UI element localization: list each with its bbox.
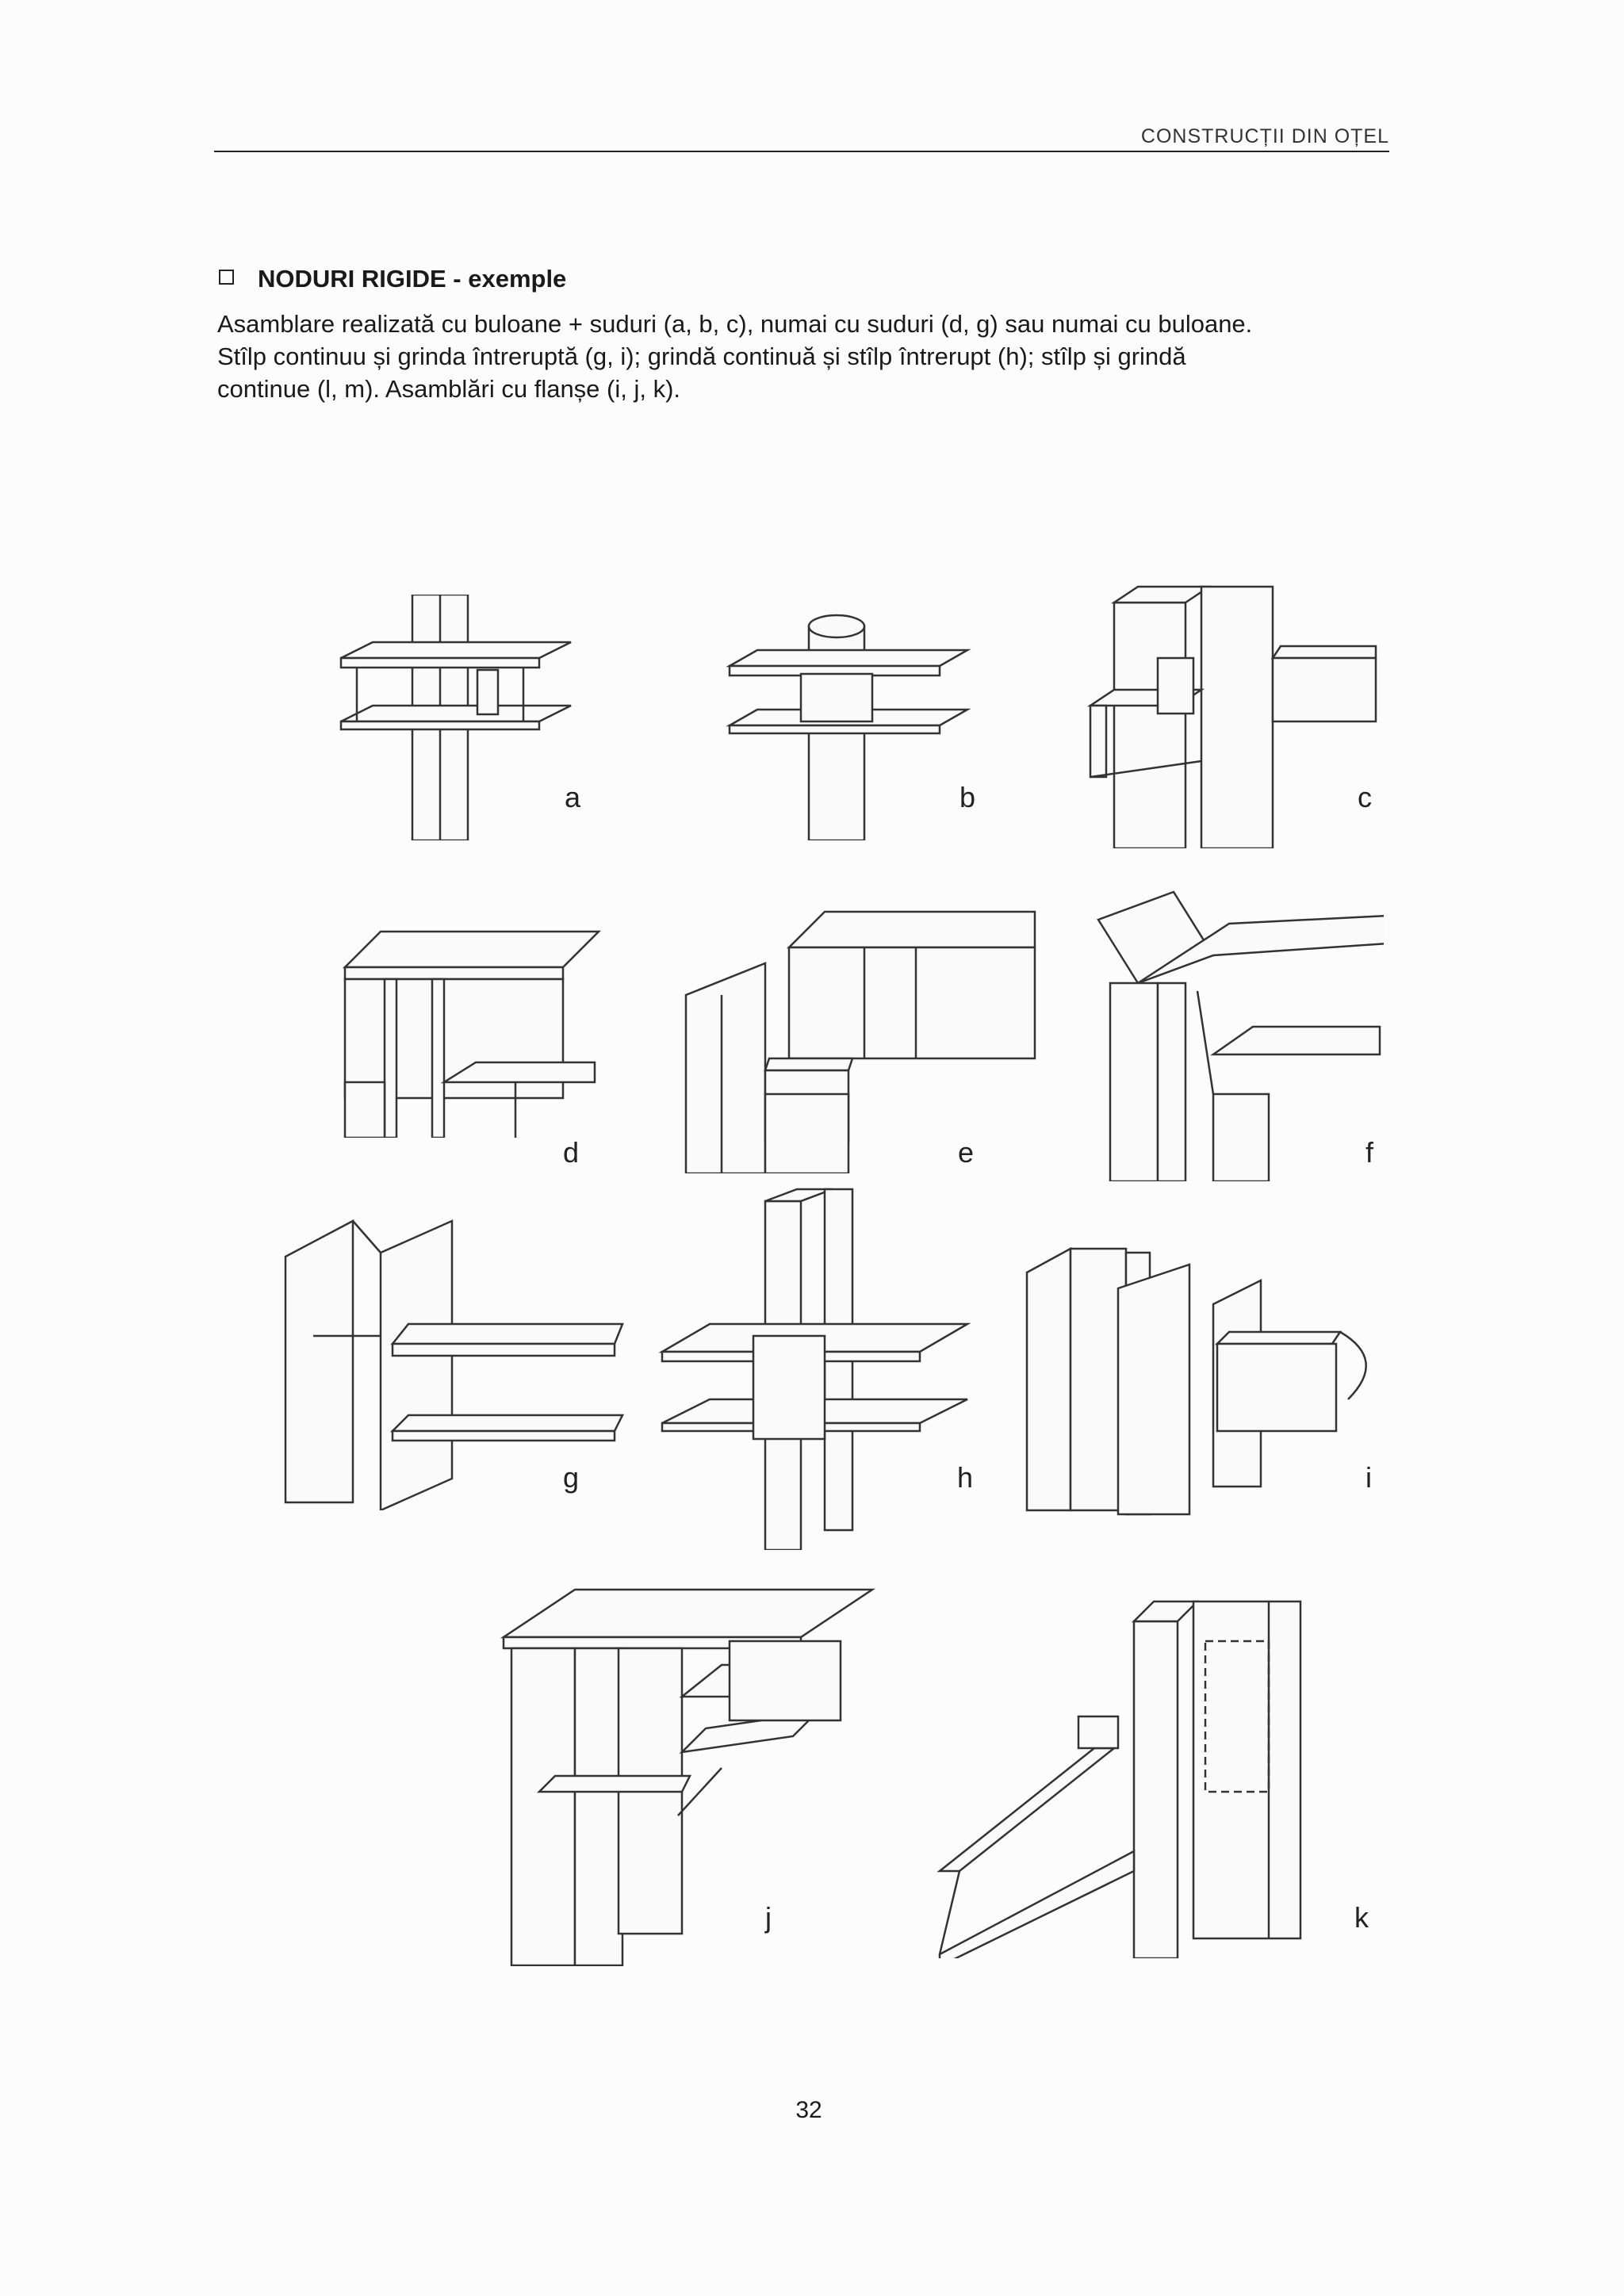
figure-c-label: c xyxy=(1358,781,1372,813)
section-heading xyxy=(219,265,566,293)
intro-line-3: continue (l, m). Asamblări cu flanșe (i, j, k). xyxy=(217,375,681,404)
figure-f-label: f xyxy=(1365,1136,1374,1169)
page-number: 32 xyxy=(795,2097,822,2123)
figure-i-label: i xyxy=(1365,1461,1372,1494)
intro-line-2: Stîlp continuu și grinda întreruptă (g, i); grindă continuă și stîlp întrerupt (h); stîlp și grindă xyxy=(217,342,1186,371)
intro-paragraph xyxy=(217,308,1391,406)
running-header xyxy=(214,127,1389,152)
figure-e-label: e xyxy=(958,1136,975,1169)
figure-a xyxy=(333,595,587,840)
figure-j-label: j xyxy=(765,1901,772,1934)
figure-k-label: k xyxy=(1354,1901,1369,1934)
figure-b-label: b xyxy=(959,781,976,813)
figure-c xyxy=(1082,571,1384,848)
figure-a-label: a xyxy=(565,781,581,813)
figure-g-label: g xyxy=(563,1461,580,1494)
figure-d-label: d xyxy=(563,1136,580,1169)
figure-d xyxy=(341,924,603,1138)
figure-h-label: h xyxy=(957,1461,974,1494)
figure-j xyxy=(500,1578,880,1966)
figure-k xyxy=(936,1586,1336,1958)
section-title: NODURI RIGIDE - exemple xyxy=(258,265,567,293)
figure-i xyxy=(1023,1217,1388,1518)
figure-f xyxy=(1094,888,1384,1181)
intro-line-1: Asamblare realizată cu buloane + suduri (a, b, c), numai cu suduri (d, g) sau numai cu buloane. xyxy=(217,310,1253,338)
figure-h xyxy=(658,1185,975,1550)
figure-b xyxy=(726,595,971,840)
running-title: CONSTRUCȚII DIN OȚEL xyxy=(1140,125,1389,147)
checkbox-bullet-icon xyxy=(219,270,234,285)
figure-e xyxy=(682,904,1047,1173)
